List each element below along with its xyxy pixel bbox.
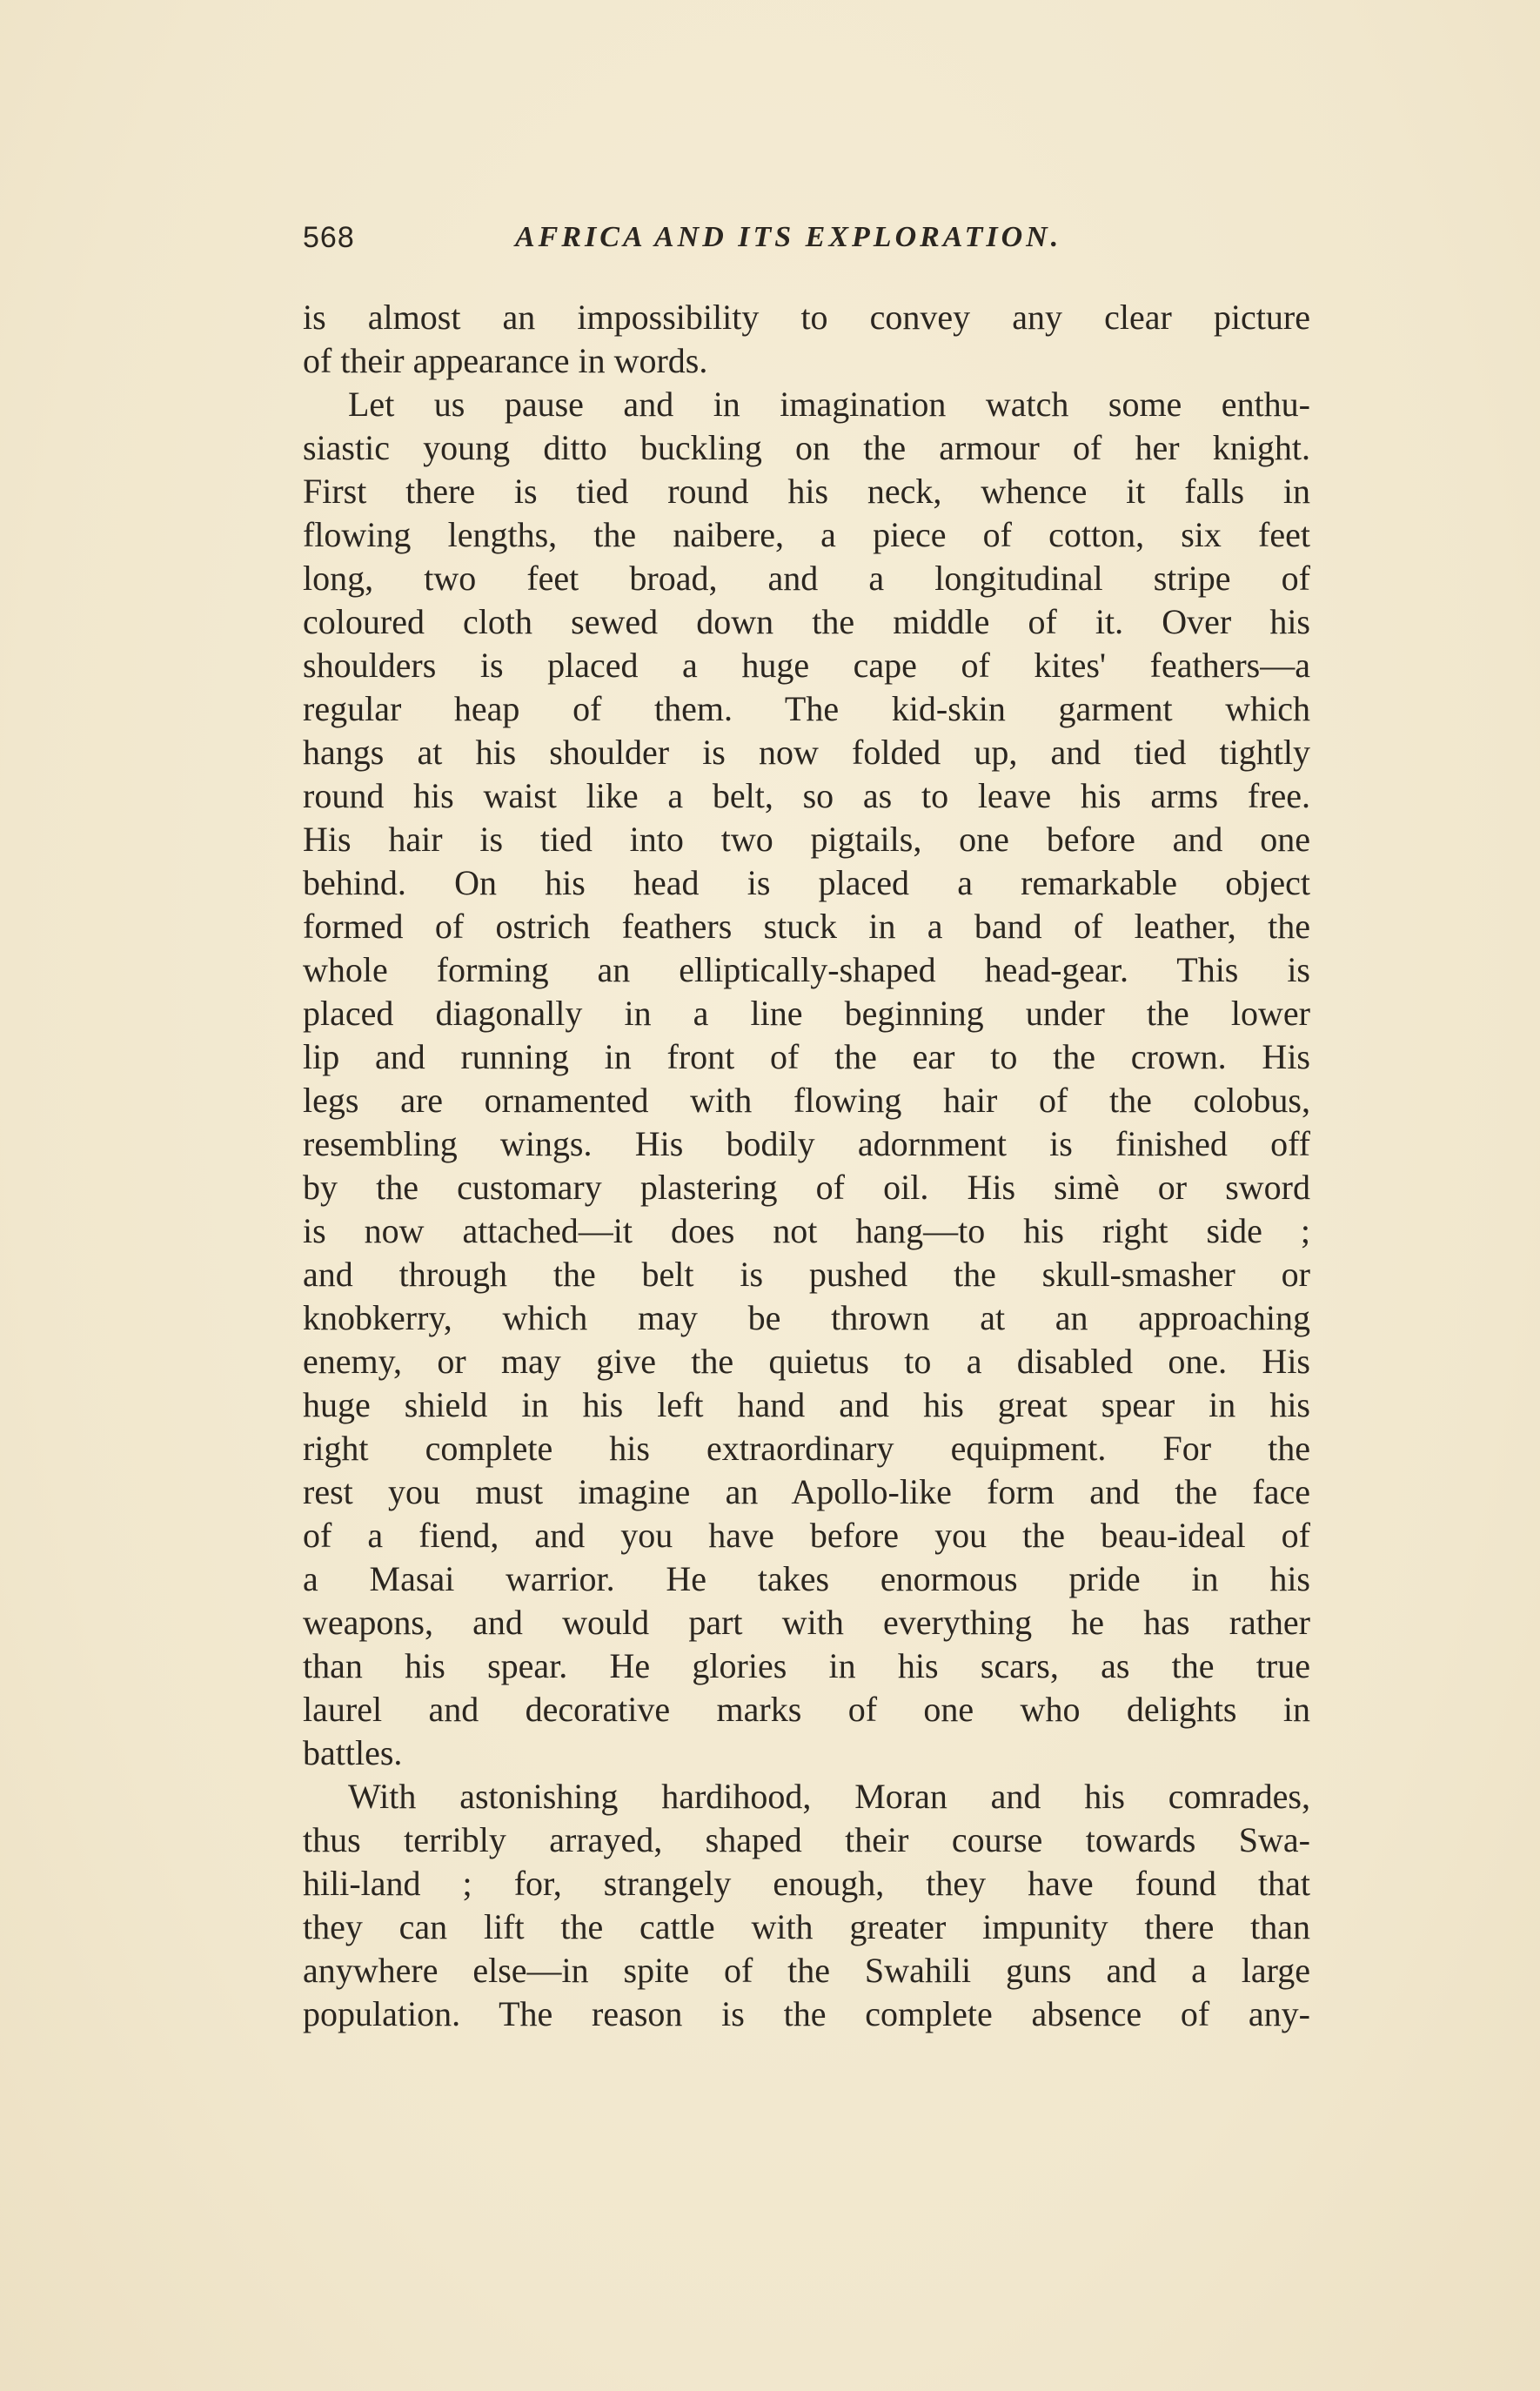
text-line: battles. xyxy=(303,1733,403,1772)
text-line: flowing lengths, the naibere, a piece of cotton, six feet xyxy=(303,515,1310,554)
text-line: With astonishing hardihood, Moran and his comrades, xyxy=(348,1777,1310,1816)
text-line: Let us pause and in imagination watch some enthu- xyxy=(348,385,1310,424)
text-line: whole forming an elliptically-shaped head-gear. This is xyxy=(303,950,1310,989)
text-line: of their appearance in words. xyxy=(303,341,708,380)
text-line: long, two feet broad, and a longitudinal stripe of xyxy=(303,559,1310,598)
text-line: coloured cloth sewed down the middle of it. Over his xyxy=(303,602,1310,641)
text-line: a Masai warrior. He takes enormous pride in his xyxy=(303,1559,1310,1598)
text-line: enemy, or may give the quietus to a disabled one. His xyxy=(303,1342,1310,1381)
text-line: His hair is tied into two pigtails, one before and one xyxy=(303,820,1310,859)
text-line: by the customary plastering of oil. His simè or sword xyxy=(303,1168,1310,1207)
text-line: regular heap of them. The kid-skin garment which xyxy=(303,689,1310,728)
text-line: huge shield in his left hand and his great spear in his xyxy=(303,1385,1310,1424)
text-line: right complete his extraordinary equipment. For the xyxy=(303,1429,1310,1468)
text-line: they can lift the cattle with greater impunity there than xyxy=(303,1907,1310,1946)
running-head xyxy=(303,221,1103,266)
page-number: 568 xyxy=(303,221,355,254)
body-text xyxy=(303,296,1310,2036)
text-line: knobkerry, which may be thrown at an approaching xyxy=(303,1298,1310,1337)
text-line: behind. On his head is placed a remarkable object xyxy=(303,863,1310,902)
running-title: AFRICA AND ITS EXPLORATION. xyxy=(515,221,1062,253)
text-line: thus terribly arrayed, shaped their course towards Swa- xyxy=(303,1820,1310,1859)
text-line: legs are ornamented with flowing hair of the colobus, xyxy=(303,1081,1310,1120)
text-line: resembling wings. His bodily adornment is finished off xyxy=(303,1124,1310,1163)
text-line: anywhere else—in spite of the Swahili guns and a large xyxy=(303,1951,1310,1990)
text-line: hangs at his shoulder is now folded up, and tied tightly xyxy=(303,733,1310,772)
text-line: than his spear. He glories in his scars, as the true xyxy=(303,1646,1310,1685)
text-line: hili-land ; for, strangely enough, they have found that xyxy=(303,1864,1310,1903)
text-line: placed diagonally in a line beginning under the lower xyxy=(303,994,1310,1033)
text-line: lip and running in front of the ear to the crown. His xyxy=(303,1037,1310,1076)
text-line: and through the belt is pushed the skull-smasher or xyxy=(303,1255,1310,1294)
text-line: population. The reason is the complete absence of any- xyxy=(303,1994,1310,2033)
text-line: rest you must imagine an Apollo-like form and the face xyxy=(303,1472,1310,1511)
text-line: is now attached—it does not hang—to his right side ; xyxy=(303,1211,1310,1250)
text-line: round his waist like a belt, so as to leave his arms free. xyxy=(303,776,1310,815)
text-line: First there is tied round his neck, whence it falls in xyxy=(303,472,1310,511)
text-line: laurel and decorative marks of one who delights in xyxy=(303,1690,1310,1729)
text-line: is almost an impossibility to convey any clear picture xyxy=(303,298,1310,337)
text-line: weapons, and would part with everything he has rather xyxy=(303,1603,1310,1642)
text-line: shoulders is placed a huge cape of kites' feathers—a xyxy=(303,646,1310,685)
text-line: siastic young ditto buckling on the armour of her knight. xyxy=(303,428,1310,467)
text-line: formed of ostrich feathers stuck in a band of leather, the xyxy=(303,907,1310,946)
text-line: of a fiend, and you have before you the beau-ideal of xyxy=(303,1516,1310,1555)
